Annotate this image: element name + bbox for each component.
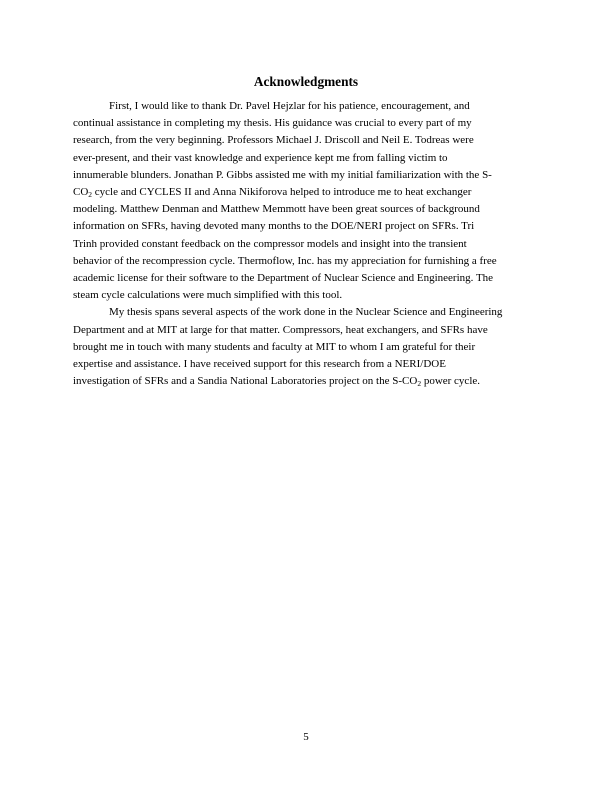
subscript: 2 [88,190,93,200]
text-line: behavior of the recompression cycle. Thermoflow, Inc. has my appreciation for furnishing a free [73,254,497,267]
text-fragment: investigation of SFRs and a Sandia National Laboratories project on the S-CO [73,375,418,388]
text-line: steam cycle calculations were much simplified with this tool. [73,289,343,302]
text-line: academic license for their software to the Department of Nuclear Science and Engineering. The [73,272,494,285]
text-fragment: CO [73,186,89,199]
text-line: research, from the very beginning. Professors Michael J. Driscoll and Neil E. Todreas were [73,134,474,147]
text-line: expertise and assistance. I have received support for this research from a NERI/DOE [73,358,446,371]
text-fragment: cycle and CYCLES II and Anna Nikiforova helped to introduce me to heat exchanger [92,186,472,199]
text-line: modeling. Matthew Denman and Matthew Memmott have been great sources of background [73,203,480,216]
text-line-with-subscript [73,184,541,201]
text-line-with-subscript [73,373,541,390]
text-line: My thesis spans several aspects of the work done in the Nuclear Science and Engineering [109,306,503,319]
text-line: ever-present, and their vast knowledge and experience kept me from falling victim to [73,151,448,164]
body-text [73,98,541,390]
page-title: Acknowledgments [253,74,359,89]
text-line: innumerable blunders. Jonathan P. Gibbs assisted me with my initial familiarization with the S- [73,168,492,181]
page-number: 5 [303,731,309,743]
text-line: information on SFRs, having devoted many months to the DOE/NERI project on SFRs. Tri [73,220,475,233]
text-line: Department and at MIT at large for that matter. Compressors, heat exchangers, and SFRs have [73,323,488,336]
text-fragment: power cycle. [421,375,481,388]
text-line: First, I would like to thank Dr. Pavel Hejzlar for his patience, encouragement, and [109,100,470,112]
acknowledgments-paragraph-2 [73,304,541,390]
text-line: Trinh provided constant feedback on the compressor models and insight into the transient [73,237,467,250]
subscript: 2 [417,379,422,389]
acknowledgments-paragraph-1 [73,98,541,304]
text-line: continual assistance in completing my thesis. His guidance was crucial to every part of my [73,117,472,130]
text-line: brought me in touch with many students and faculty at MIT to whom I am grateful for their [73,340,476,353]
